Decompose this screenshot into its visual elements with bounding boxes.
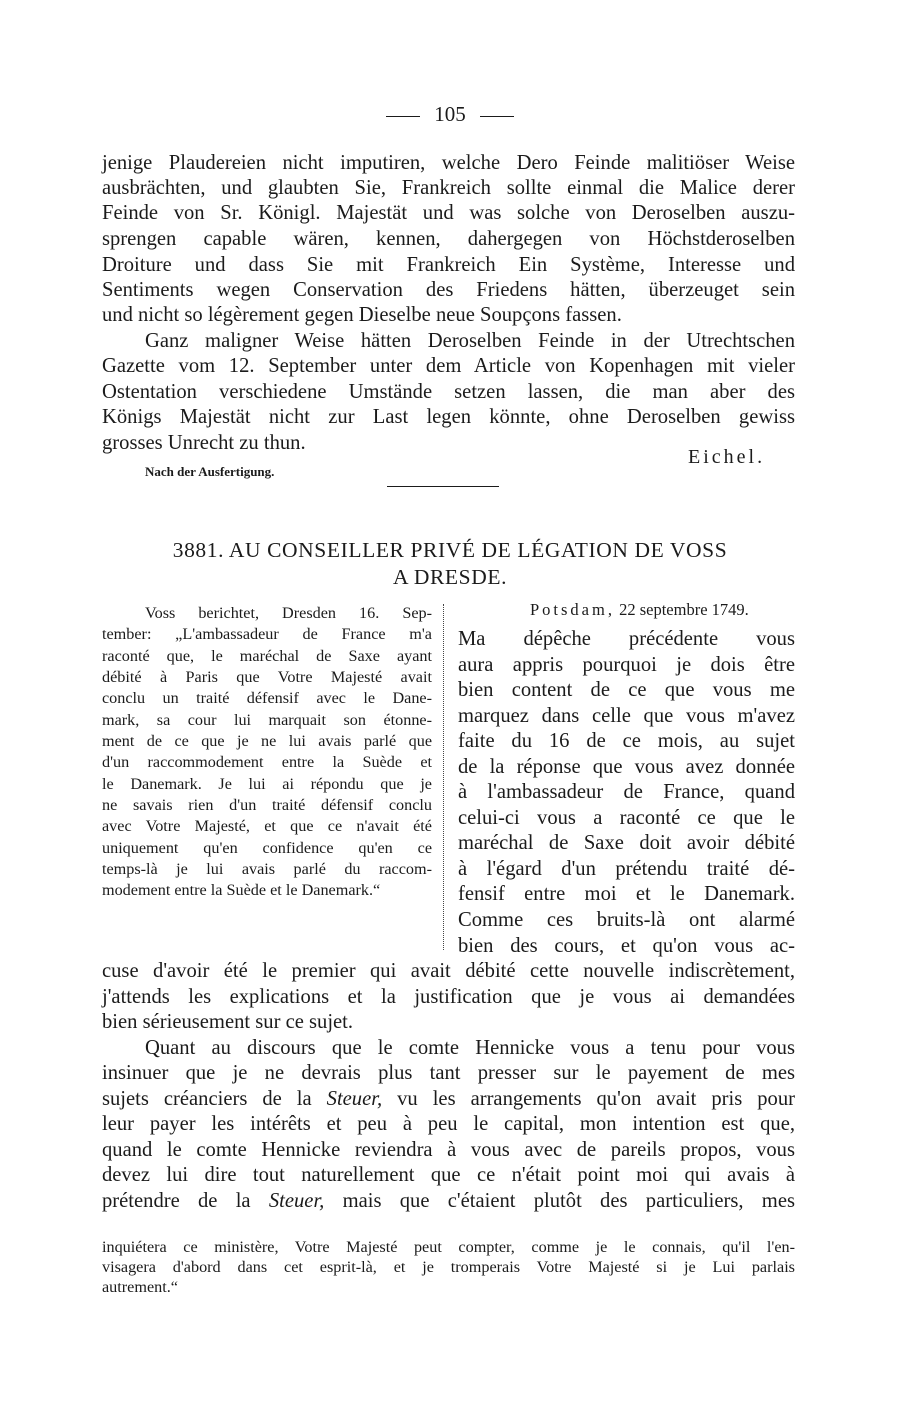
- text-line: [102, 1088, 795, 1111]
- text-line: celui-ci vous a raconté ce que le: [458, 807, 795, 829]
- text-line: leur payer les intérêts et peu à peu le capital, mon intention est que,: [102, 1113, 795, 1135]
- text-line: grosses Unrecht zu thun.: [102, 432, 306, 454]
- dateline-place: Potsdam,: [530, 600, 615, 619]
- text-line: Ganz maligner Weise hätten Deroselben Feinde in der Utrechtschen: [145, 330, 795, 352]
- source-note: Nach der Ausfertigung.: [145, 464, 275, 479]
- text-line: Königs Majestät nicht zur Last legen könnte, ohne Deroselben gewiss: [102, 406, 795, 428]
- footnote-line: visagera d'abord dans cet esprit-là, et je tromperais Votre Majesté si je Lui parlais: [102, 1258, 795, 1276]
- letter-heading-line1: 3881. AU CONSEILLER PRIVÉ DE LÉGATION DE VOSS: [172, 538, 728, 562]
- text-line: bien sérieusement sur ce sujet.: [102, 1011, 354, 1033]
- note-line: le Danemark. Je lui ai répondu que je: [102, 775, 432, 793]
- text-line: Droiture und dass Sie mit Frankreich Ein Système, Interesse und: [102, 254, 795, 276]
- text-line: fensif entre moi et le Danemark.: [458, 883, 795, 905]
- text-line: jenige Plaudereien nicht imputiren, welche Dero Feinde malitiöser Weise: [102, 152, 795, 174]
- note-line: ne savais rien d'un traité défensif conclu: [102, 796, 432, 814]
- text-line: à l'égard d'un prétendu traité dé-: [458, 858, 795, 880]
- text-line: insinuer que je ne devrais plus tant presser sur le payement de mes: [102, 1062, 795, 1084]
- note-line: conclu un traité défensif avec le Dane-: [102, 689, 432, 707]
- dateline-date: 22 septembre 1749.: [619, 600, 749, 619]
- text-line: marquez dans celle que vous m'avez: [458, 705, 795, 727]
- italic-term: Steuer,: [326, 1088, 383, 1110]
- text-line: aura appris pourquoi je dois être: [458, 654, 795, 676]
- text-line: Ostentation verschiedene Umstände setzen lassen, die man aber des: [102, 381, 795, 403]
- text-line: cuse d'avoir été le premier qui avait débité cette nouvelle indiscrètement,: [102, 960, 795, 982]
- page-number: 105: [434, 102, 466, 126]
- text-line: de la réponse que vous avez donnée: [458, 756, 795, 778]
- note-line: débité à Paris que Votre Majesté avait: [102, 668, 432, 686]
- note-line: modement entre la Suède et le Danemark.“: [102, 881, 381, 899]
- note-line: ment de ce que je ne lui avais parlé que: [102, 732, 432, 750]
- text-segment: mais que c'étaient plutôt des particuliers, mes: [342, 1190, 795, 1212]
- text-line: Sentiments wegen Conservation des Friedens hätten, überzeuget sein: [102, 279, 795, 301]
- text-line: maréchal de Saxe doit avoir débité: [458, 832, 795, 854]
- dateline: [530, 600, 749, 620]
- column-divider: [443, 604, 444, 950]
- text-line: à l'ambassadeur de France, quand: [458, 781, 795, 803]
- text-line: ausbrächten, und glaubten Sie, Frankreich sollte einmal die Malice derer: [102, 177, 795, 199]
- header-rule-left: [386, 116, 420, 117]
- text-line: sprengen capable wären, kennen, dahergegen von Höchstderoselben: [102, 228, 795, 250]
- note-line: temps-là je lui avais parlé du raccom-: [102, 860, 432, 878]
- note-line: avec Votre Majesté, et que ce n'avait été: [102, 817, 432, 835]
- note-line: d'un raccommodement entre la Suède et: [102, 753, 432, 771]
- note-line: mark, sa cour lui marquait son étonne-: [102, 711, 432, 729]
- text-line: Quant au discours que le comte Hennicke vous a tenu pour vous: [145, 1037, 795, 1059]
- text-line: Gazette vom 12. September unter dem Article von Kopenhagen mit vieler: [102, 355, 795, 377]
- italic-term: Steuer,: [268, 1190, 325, 1212]
- text-line: bien des cours, et qu'on vous ac-: [458, 935, 795, 957]
- note-line: uniquement qu'en confidence qu'en ce: [102, 839, 432, 857]
- note-line: Voss berichtet, Dresden 16. Sep-: [145, 604, 432, 622]
- letter-heading-line2: A DRESDE.: [392, 565, 508, 589]
- text-line: bien content de ce que vous me: [458, 679, 795, 701]
- signature: Eichel.: [688, 446, 766, 468]
- text-line: Comme ces bruits-là ont alarmé: [458, 909, 795, 931]
- text-line: devez lui dire tout naturellement que ce n'était point moi qui avais à: [102, 1164, 795, 1186]
- note-line: tember: „L'ambassadeur de France m'a: [102, 625, 432, 643]
- header-rule-right: [480, 116, 514, 117]
- text-line: und nicht so légèrement gegen Dieselbe neue Soupçons fassen.: [102, 304, 622, 326]
- text-line: j'attends les explications et la justification que je vous ai demandées: [102, 986, 795, 1008]
- footnote-line: autrement.“: [102, 1278, 178, 1296]
- text-segment: prétendre de la: [102, 1190, 251, 1212]
- text-line: quand le comte Hennicke reviendra à vous avec de pareils propos, vous: [102, 1139, 795, 1161]
- text-line: Ma dépêche précédente vous: [458, 628, 795, 650]
- footnote-line: inquiétera ce ministère, Votre Majesté peut compter, comme je le connais, qu'il l'en-: [102, 1238, 795, 1256]
- text-segment: vu les arrangements qu'on avait pris pour: [397, 1088, 796, 1110]
- section-separator: [387, 486, 499, 487]
- text-segment: sujets créanciers de la: [102, 1088, 312, 1110]
- text-line: Feinde von Sr. Königl. Majestät und was solche von Deroselben auszu-: [102, 202, 795, 224]
- page-header: [0, 102, 900, 127]
- note-line: raconté que, le maréchal de Saxe ayant: [102, 647, 432, 665]
- text-line: faite du 16 de ce mois, au sujet: [458, 730, 795, 752]
- text-line: [102, 1190, 795, 1213]
